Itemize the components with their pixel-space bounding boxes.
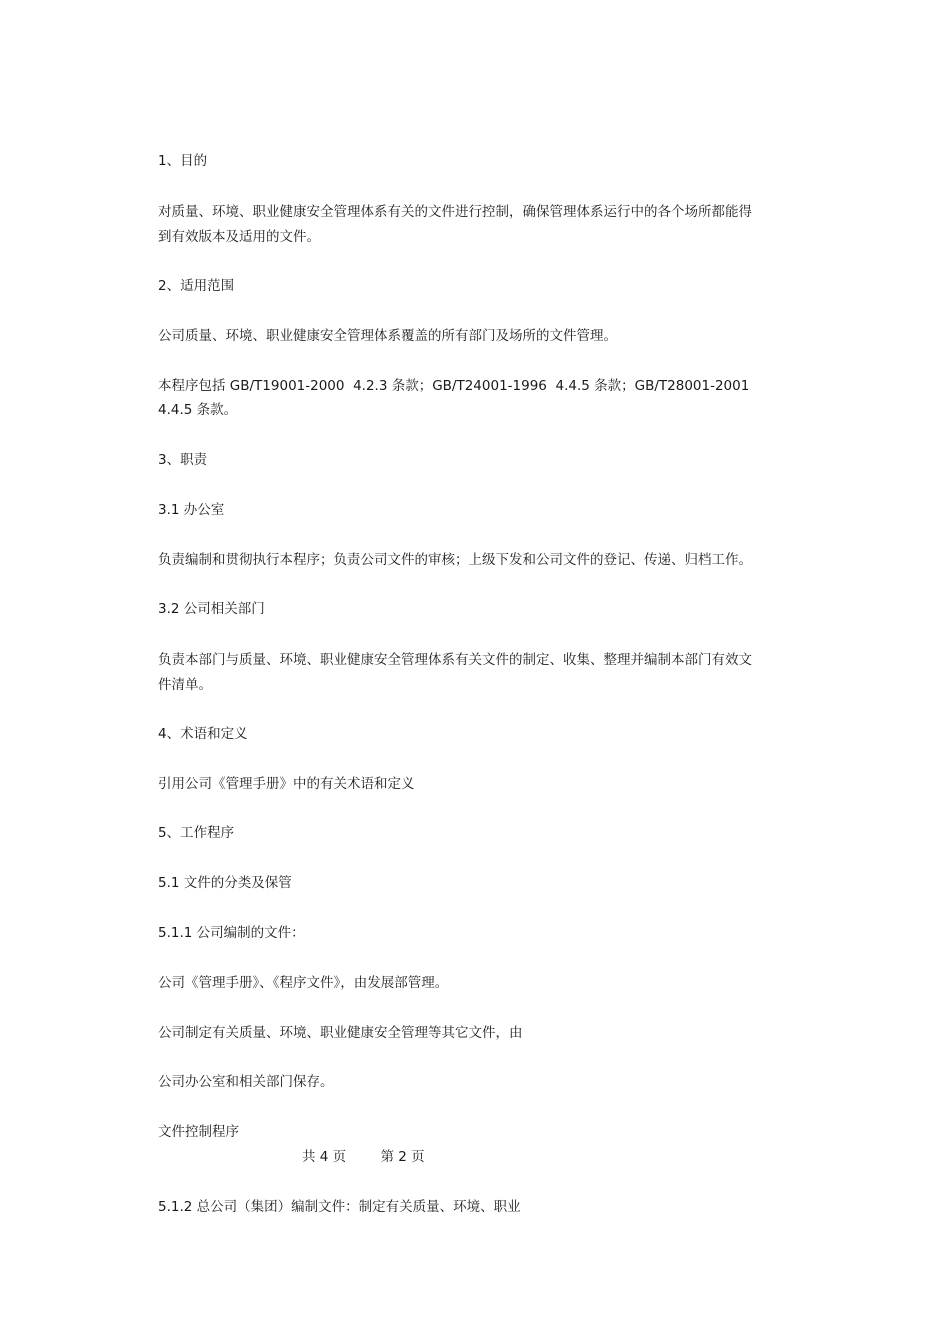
paragraph-department-duties-line2: 件清单。 [158, 677, 212, 693]
section-heading-scope: 2、适用范围 [158, 278, 235, 294]
subsection-office: 3.1 办公室 [158, 502, 225, 518]
subsection-classification: 5.1 文件的分类及保管 [158, 875, 292, 891]
paragraph-scope: 公司质量、环境、职业健康安全管理体系覆盖的所有部门及场所的文件管理。 [158, 328, 617, 344]
paragraph-other-documents: 公司制定有关质量、环境、职业健康安全管理等其它文件，由 [158, 1025, 523, 1041]
paragraph-terms: 引用公司《管理手册》中的有关术语和定义 [158, 776, 415, 792]
section-heading-purpose: 1、目的 [158, 153, 208, 169]
paragraph-purpose-line2: 到有效版本及适用的文件。 [158, 229, 320, 245]
section-heading-terms: 4、术语和定义 [158, 726, 248, 742]
paragraph-standards-line1: 本程序包括 GB/T19001-2000 4.2.3 条款；GB/T24001-1996 4.4.5 条款；GB/T28001-2001 [158, 378, 750, 394]
paragraph-standards-line2: 4.4.5 条款。 [158, 402, 238, 418]
subsection-departments: 3.2 公司相关部门 [158, 601, 265, 617]
paragraph-manuals: 公司《管理手册》、《程序文件》，由发展部管理。 [158, 975, 449, 991]
subsection-group-documents: 5.1.2 总公司（集团）编制文件：制定有关质量、环境、职业 [158, 1199, 521, 1215]
paragraph-storage: 公司办公室和相关部门保存。 [158, 1074, 334, 1090]
page-footer-title: 文件控制程序 [158, 1124, 239, 1140]
page-footer-page-info: 共 4 页 第 2 页 [302, 1149, 425, 1165]
paragraph-purpose-line1: 对质量、环境、职业健康安全管理体系有关的文件进行控制，确保管理体系运行中的各个场所都能得 [158, 204, 752, 220]
section-heading-responsibilities: 3、职责 [158, 452, 208, 468]
section-heading-procedure: 5、工作程序 [158, 825, 235, 841]
paragraph-department-duties-line1: 负责本部门与质量、环境、职业健康安全管理体系有关文件的制定、收集、整理并编制本部门有效文 [158, 652, 752, 668]
paragraph-office-duties: 负责编制和贯彻执行本程序；负责公司文件的审核；上级下发和公司文件的登记、传递、归档工作。 [158, 552, 752, 568]
subsection-company-documents: 5.1.1 公司编制的文件： [158, 925, 305, 941]
